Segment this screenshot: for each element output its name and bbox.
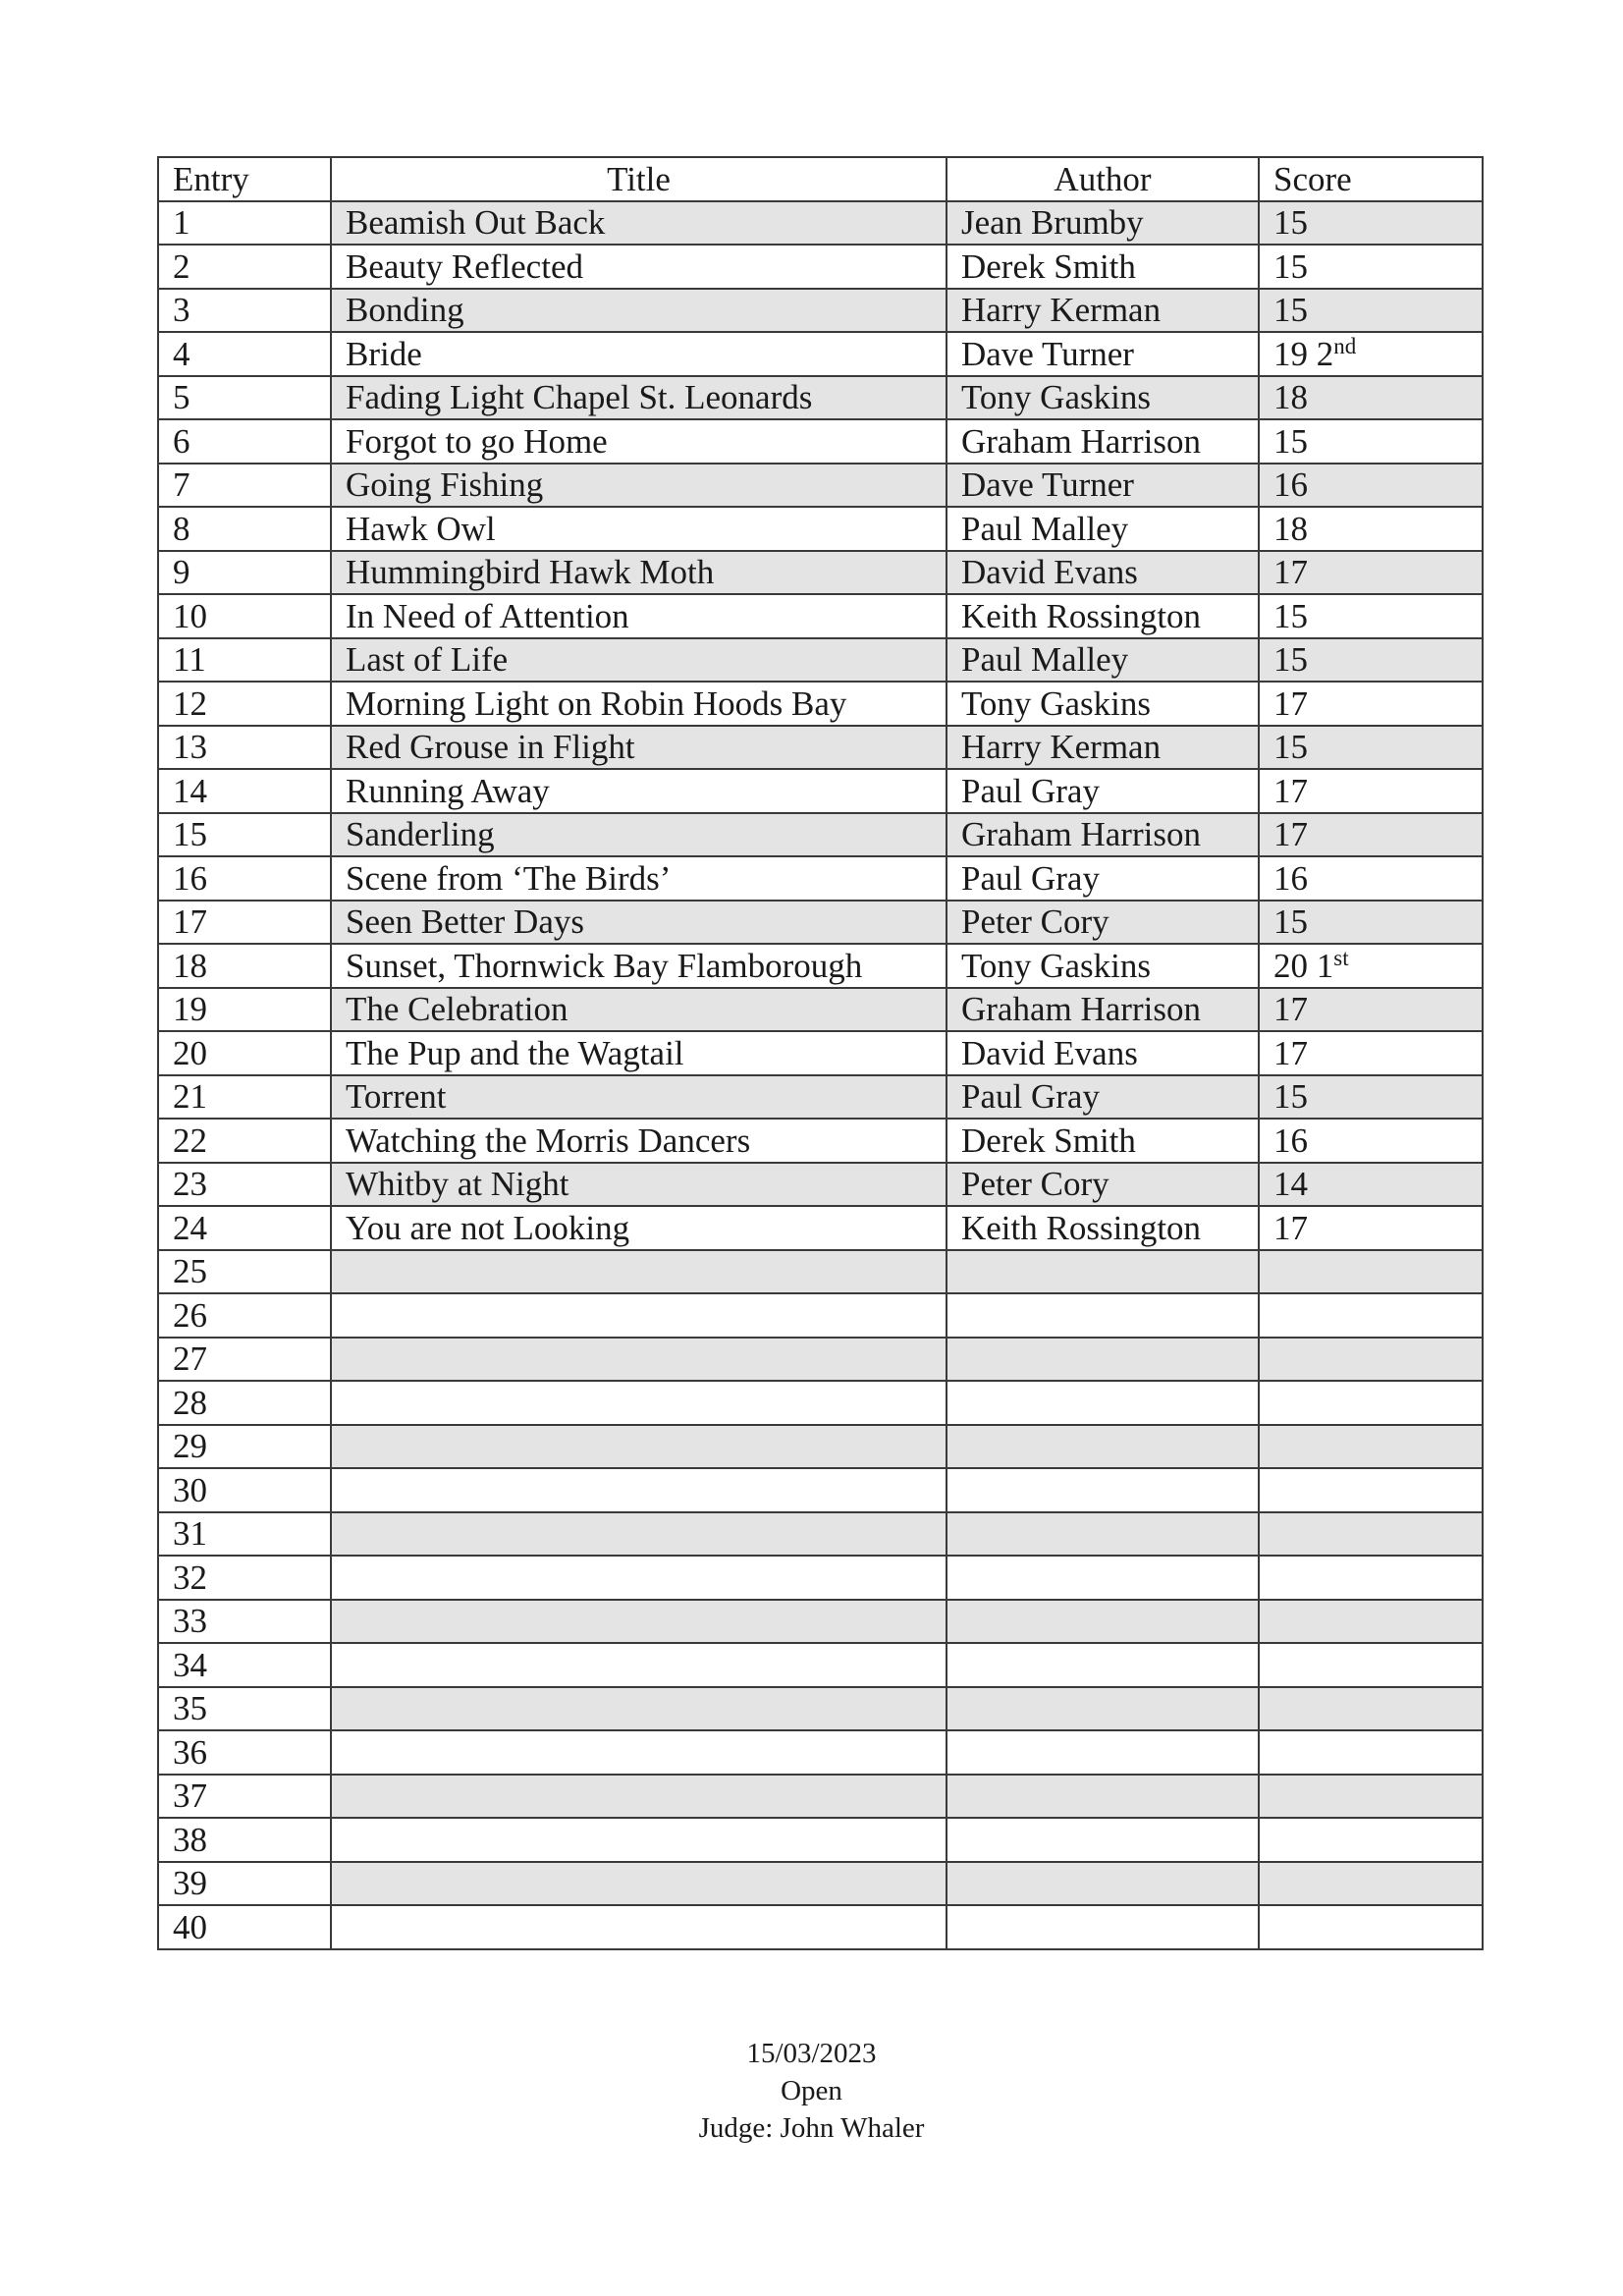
cell-title <box>331 1862 947 1906</box>
cell-title: Red Grouse in Flight <box>331 726 947 770</box>
cell-author: Dave Turner <box>947 464 1259 508</box>
cell-author <box>947 1862 1259 1906</box>
cell-entry: 21 <box>158 1075 331 1120</box>
header-author: Author <box>947 157 1259 201</box>
cell-score <box>1259 769 1483 813</box>
table-row <box>158 726 1483 770</box>
table-row <box>158 507 1483 551</box>
cell-score <box>1259 1293 1483 1338</box>
cell-title: Bonding <box>331 289 947 333</box>
cell-author: Graham Harrison <box>947 813 1259 857</box>
score-value: 15 <box>1273 902 1308 942</box>
cell-entry: 14 <box>158 769 331 813</box>
cell-entry: 23 <box>158 1163 331 1207</box>
cell-score <box>1259 1687 1483 1731</box>
cell-title <box>331 1425 947 1469</box>
cell-score <box>1259 594 1483 638</box>
score-value: 16 <box>1273 465 1308 505</box>
table-row <box>158 682 1483 726</box>
cell-author: Paul Gray <box>947 769 1259 813</box>
cell-score <box>1259 1075 1483 1120</box>
cell-entry: 2 <box>158 245 331 289</box>
table-row <box>158 1643 1483 1687</box>
cell-title <box>331 1293 947 1338</box>
cell-score <box>1259 944 1483 988</box>
cell-score <box>1259 1862 1483 1906</box>
cell-author <box>947 1468 1259 1512</box>
table-row <box>158 1206 1483 1250</box>
cell-author: Harry Kerman <box>947 289 1259 333</box>
cell-entry: 25 <box>158 1250 331 1294</box>
cell-entry: 34 <box>158 1643 331 1687</box>
table-row <box>158 1250 1483 1294</box>
cell-title: In Need of Attention <box>331 594 947 638</box>
table-row <box>158 901 1483 945</box>
table-row <box>158 1075 1483 1120</box>
cell-score <box>1259 988 1483 1032</box>
score-value: 18 <box>1273 378 1308 417</box>
cell-score <box>1259 1775 1483 1819</box>
cell-author: Derek Smith <box>947 1119 1259 1163</box>
cell-score <box>1259 245 1483 289</box>
table-row <box>158 813 1483 857</box>
table-row <box>158 1905 1483 1949</box>
cell-title: Scene from ‘The Birds’ <box>331 856 947 901</box>
cell-author: Derek Smith <box>947 245 1259 289</box>
table-row <box>158 1031 1483 1075</box>
table-row <box>158 1730 1483 1775</box>
cell-author <box>947 1556 1259 1600</box>
cell-title: Torrent <box>331 1075 947 1120</box>
cell-title <box>331 1818 947 1862</box>
score-value: 15 <box>1273 203 1308 243</box>
cell-entry: 12 <box>158 682 331 726</box>
placing-suffix: nd <box>1333 333 1357 358</box>
cell-entry: 38 <box>158 1818 331 1862</box>
cell-entry: 1 <box>158 201 331 246</box>
cell-entry: 8 <box>158 507 331 551</box>
table-row <box>158 1862 1483 1906</box>
table-body <box>158 201 1483 1949</box>
cell-entry: 24 <box>158 1206 331 1250</box>
cell-entry: 17 <box>158 901 331 945</box>
cell-score <box>1259 1905 1483 1949</box>
table-row <box>158 988 1483 1032</box>
cell-entry: 35 <box>158 1687 331 1731</box>
header-score: Score <box>1259 157 1483 201</box>
cell-title <box>331 1381 947 1425</box>
cell-score <box>1259 901 1483 945</box>
cell-score <box>1259 332 1483 376</box>
cell-title: Going Fishing <box>331 464 947 508</box>
score-value: 16 <box>1273 1121 1308 1160</box>
cell-title <box>331 1512 947 1557</box>
table-row <box>158 1775 1483 1819</box>
cell-entry: 5 <box>158 376 331 420</box>
results-table <box>157 156 1484 1950</box>
score-value: 14 <box>1273 1165 1308 1204</box>
cell-author <box>947 1600 1259 1644</box>
cell-entry: 32 <box>158 1556 331 1600</box>
cell-score <box>1259 1119 1483 1163</box>
cell-author <box>947 1512 1259 1557</box>
cell-author: Paul Malley <box>947 507 1259 551</box>
cell-title: Bride <box>331 332 947 376</box>
score-value: 19 2 <box>1273 334 1334 373</box>
cell-score <box>1259 1250 1483 1294</box>
cell-score <box>1259 551 1483 595</box>
cell-title <box>331 1468 947 1512</box>
cell-score <box>1259 419 1483 464</box>
cell-author: Peter Cory <box>947 1163 1259 1207</box>
cell-entry: 39 <box>158 1862 331 1906</box>
score-value: 17 <box>1273 815 1308 854</box>
table-row <box>158 464 1483 508</box>
cell-author: Harry Kerman <box>947 726 1259 770</box>
cell-entry: 37 <box>158 1775 331 1819</box>
table-row <box>158 1163 1483 1207</box>
cell-score <box>1259 1206 1483 1250</box>
table-row <box>158 638 1483 683</box>
table-row <box>158 1425 1483 1469</box>
score-value: 17 <box>1273 553 1308 592</box>
score-value: 17 <box>1273 771 1308 810</box>
cell-score <box>1259 1556 1483 1600</box>
cell-score <box>1259 1163 1483 1207</box>
cell-score <box>1259 1338 1483 1382</box>
cell-score <box>1259 1425 1483 1469</box>
cell-score <box>1259 1468 1483 1512</box>
cell-entry: 18 <box>158 944 331 988</box>
cell-score <box>1259 507 1483 551</box>
cell-author: Tony Gaskins <box>947 682 1259 726</box>
header-row <box>158 157 1483 201</box>
cell-score <box>1259 464 1483 508</box>
cell-entry: 19 <box>158 988 331 1032</box>
table-row <box>158 289 1483 333</box>
table-row <box>158 1468 1483 1512</box>
cell-entry: 11 <box>158 638 331 683</box>
cell-title <box>331 1338 947 1382</box>
cell-entry: 15 <box>158 813 331 857</box>
table-row <box>158 245 1483 289</box>
score-value: 20 1 <box>1273 946 1334 985</box>
cell-author: David Evans <box>947 1031 1259 1075</box>
score-value: 15 <box>1273 640 1308 680</box>
cell-entry: 26 <box>158 1293 331 1338</box>
placing-suffix: st <box>1333 945 1349 970</box>
score-value: 15 <box>1273 291 1308 330</box>
cell-title: Sanderling <box>331 813 947 857</box>
cell-author <box>947 1338 1259 1382</box>
cell-title: Hawk Owl <box>331 507 947 551</box>
cell-author <box>947 1643 1259 1687</box>
cell-author: Tony Gaskins <box>947 376 1259 420</box>
cell-title <box>331 1556 947 1600</box>
cell-score <box>1259 1730 1483 1775</box>
cell-score <box>1259 1643 1483 1687</box>
score-value: 17 <box>1273 1208 1308 1247</box>
cell-author <box>947 1381 1259 1425</box>
score-value: 15 <box>1273 596 1308 635</box>
cell-author: Dave Turner <box>947 332 1259 376</box>
score-value: 18 <box>1273 509 1308 548</box>
cell-entry: 27 <box>158 1338 331 1382</box>
cell-entry: 6 <box>158 419 331 464</box>
cell-title: Watching the Morris Dancers <box>331 1119 947 1163</box>
score-value: 15 <box>1273 728 1308 767</box>
table-row <box>158 594 1483 638</box>
cell-title <box>331 1775 947 1819</box>
cell-author: Paul Malley <box>947 638 1259 683</box>
table-row <box>158 1338 1483 1382</box>
cell-title: Whitby at Night <box>331 1163 947 1207</box>
table-row <box>158 419 1483 464</box>
cell-score <box>1259 682 1483 726</box>
cell-entry: 9 <box>158 551 331 595</box>
cell-title: Hummingbird Hawk Moth <box>331 551 947 595</box>
cell-title: Morning Light on Robin Hoods Bay <box>331 682 947 726</box>
score-value: 17 <box>1273 990 1308 1029</box>
score-value: 15 <box>1273 421 1308 461</box>
cell-title: Last of Life <box>331 638 947 683</box>
table-row <box>158 1818 1483 1862</box>
cell-author: Keith Rossington <box>947 594 1259 638</box>
table-row <box>158 376 1483 420</box>
cell-entry: 31 <box>158 1512 331 1557</box>
table-row <box>158 1600 1483 1644</box>
table-row <box>158 201 1483 246</box>
cell-title <box>331 1250 947 1294</box>
cell-score <box>1259 289 1483 333</box>
cell-author <box>947 1730 1259 1775</box>
cell-author: Keith Rossington <box>947 1206 1259 1250</box>
cell-author: Graham Harrison <box>947 419 1259 464</box>
cell-author <box>947 1250 1259 1294</box>
cell-entry: 16 <box>158 856 331 901</box>
cell-author: David Evans <box>947 551 1259 595</box>
table-row <box>158 856 1483 901</box>
score-value: 15 <box>1273 1077 1308 1117</box>
cell-author: Jean Brumby <box>947 201 1259 246</box>
cell-title: Forgot to go Home <box>331 419 947 464</box>
cell-author <box>947 1775 1259 1819</box>
score-value: 17 <box>1273 1033 1308 1072</box>
competition-judge: Judge: John Whaler <box>698 2112 925 2144</box>
competition-category: Open <box>781 2075 842 2106</box>
cell-title: The Celebration <box>331 988 947 1032</box>
table-row <box>158 551 1483 595</box>
cell-author: Paul Gray <box>947 856 1259 901</box>
table-row <box>158 1293 1483 1338</box>
table-row <box>158 944 1483 988</box>
cell-score <box>1259 1600 1483 1644</box>
score-value: 15 <box>1273 246 1308 286</box>
cell-author: Paul Gray <box>947 1075 1259 1120</box>
cell-author <box>947 1687 1259 1731</box>
table-row <box>158 1512 1483 1557</box>
cell-entry: 4 <box>158 332 331 376</box>
score-value: 17 <box>1273 683 1308 723</box>
cell-author: Graham Harrison <box>947 988 1259 1032</box>
cell-score <box>1259 1381 1483 1425</box>
cell-title: Sunset, Thornwick Bay Flamborough <box>331 944 947 988</box>
cell-title <box>331 1687 947 1731</box>
cell-entry: 33 <box>158 1600 331 1644</box>
table-row <box>158 1687 1483 1731</box>
cell-score <box>1259 1512 1483 1557</box>
cell-author: Peter Cory <box>947 901 1259 945</box>
cell-author <box>947 1905 1259 1949</box>
cell-author <box>947 1818 1259 1862</box>
cell-title <box>331 1905 947 1949</box>
score-value: 16 <box>1273 858 1308 898</box>
cell-title: Beamish Out Back <box>331 201 947 246</box>
cell-title: You are not Looking <box>331 1206 947 1250</box>
cell-entry: 36 <box>158 1730 331 1775</box>
header-entry: Entry <box>158 157 331 201</box>
cell-title: The Pup and the Wagtail <box>331 1031 947 1075</box>
cell-score <box>1259 1031 1483 1075</box>
cell-entry: 22 <box>158 1119 331 1163</box>
footer <box>0 2035 1623 2147</box>
cell-score <box>1259 726 1483 770</box>
cell-score <box>1259 856 1483 901</box>
cell-author <box>947 1293 1259 1338</box>
cell-title: Fading Light Chapel St. Leonards <box>331 376 947 420</box>
cell-entry: 28 <box>158 1381 331 1425</box>
cell-title: Beauty Reflected <box>331 245 947 289</box>
cell-title: Seen Better Days <box>331 901 947 945</box>
cell-score <box>1259 638 1483 683</box>
table-row <box>158 769 1483 813</box>
cell-author <box>947 1425 1259 1469</box>
cell-title: Running Away <box>331 769 947 813</box>
cell-entry: 40 <box>158 1905 331 1949</box>
competition-date: 15/03/2023 <box>746 2038 877 2069</box>
cell-title <box>331 1730 947 1775</box>
cell-score <box>1259 813 1483 857</box>
cell-title <box>331 1600 947 1644</box>
cell-author: Tony Gaskins <box>947 944 1259 988</box>
table-row <box>158 1119 1483 1163</box>
cell-entry: 3 <box>158 289 331 333</box>
table-row <box>158 1381 1483 1425</box>
cell-entry: 13 <box>158 726 331 770</box>
table-header <box>158 157 1483 201</box>
header-title: Title <box>331 157 947 201</box>
cell-score <box>1259 1818 1483 1862</box>
cell-entry: 7 <box>158 464 331 508</box>
cell-entry: 20 <box>158 1031 331 1075</box>
cell-score <box>1259 376 1483 420</box>
cell-entry: 10 <box>158 594 331 638</box>
table-row <box>158 332 1483 376</box>
cell-entry: 30 <box>158 1468 331 1512</box>
cell-entry: 29 <box>158 1425 331 1469</box>
cell-title <box>331 1643 947 1687</box>
cell-score <box>1259 201 1483 246</box>
table-row <box>158 1556 1483 1600</box>
